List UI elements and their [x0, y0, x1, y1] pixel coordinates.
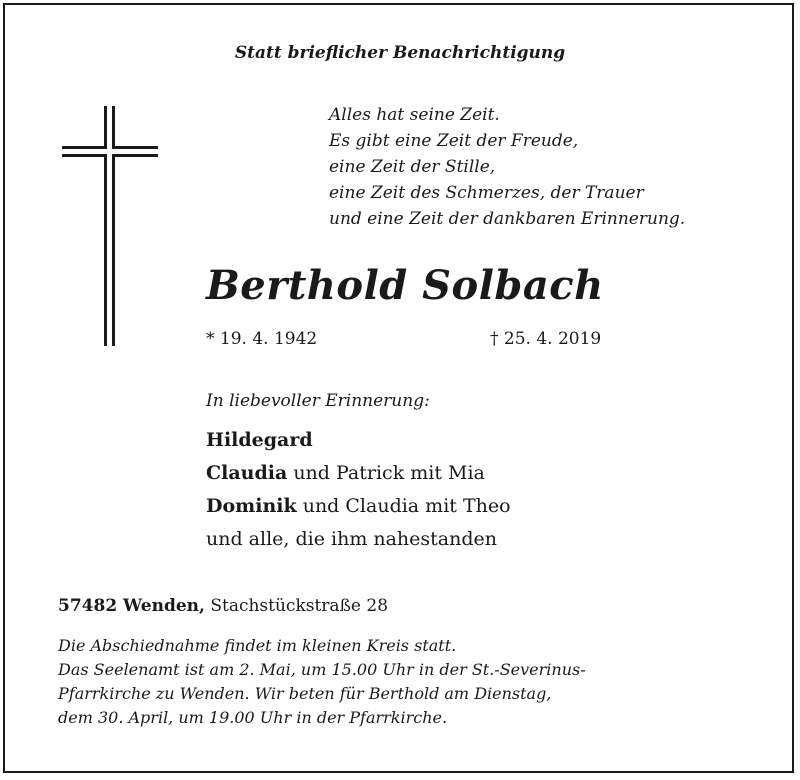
address	[58, 596, 388, 616]
birth-date: * 19. 4. 1942	[206, 329, 318, 349]
poem-line: und eine Zeit der dankbaren Erinnerung.	[329, 209, 686, 229]
family-line	[206, 457, 511, 490]
family-rest: und alle, die ihm nahestanden	[206, 528, 498, 550]
family-rest: und Claudia mit Theo	[296, 495, 511, 517]
family-name: Hildegard	[206, 429, 313, 451]
family-list	[206, 424, 511, 556]
poem-line: Alles hat seine Zeit.	[329, 105, 500, 125]
address-street: Stachstückstraße 28	[204, 596, 389, 616]
header-title: Statt brieflicher Benachrichtigung	[234, 43, 566, 63]
notice-line: dem 30. April, um 19.00 Uhr in der Pfarrkirche.	[58, 708, 448, 727]
poem	[329, 102, 685, 232]
address-city: 57482 Wenden,	[58, 596, 205, 616]
deceased-name: Berthold Solbach	[206, 262, 604, 309]
memory-intro: In liebevoller Erinnerung:	[206, 391, 430, 411]
notice-line: Das Seelenamt ist am 2. Mai, um 15.00 Uhr in der St.-Severinus-	[58, 660, 586, 679]
family-name: Dominik	[206, 495, 297, 517]
family-line	[206, 523, 511, 556]
poem-line: Es gibt eine Zeit der Freude,	[329, 131, 579, 151]
family-rest: und Patrick mit Mia	[287, 462, 485, 484]
family-name: Claudia	[206, 462, 288, 484]
family-line	[206, 490, 511, 523]
notice-line: Pfarrkirche zu Wenden. Wir beten für Berthold am Dienstag,	[58, 684, 552, 703]
funeral-notice	[58, 634, 586, 730]
poem-line: eine Zeit der Stille,	[329, 157, 496, 177]
notice-line: Die Abschiednahme findet im kleinen Kreis statt.	[58, 636, 457, 655]
poem-line: eine Zeit des Schmerzes, der Trauer	[329, 183, 644, 203]
latin-cross-icon	[62, 106, 158, 346]
death-date: † 25. 4. 2019	[490, 329, 602, 349]
family-line	[206, 424, 511, 457]
